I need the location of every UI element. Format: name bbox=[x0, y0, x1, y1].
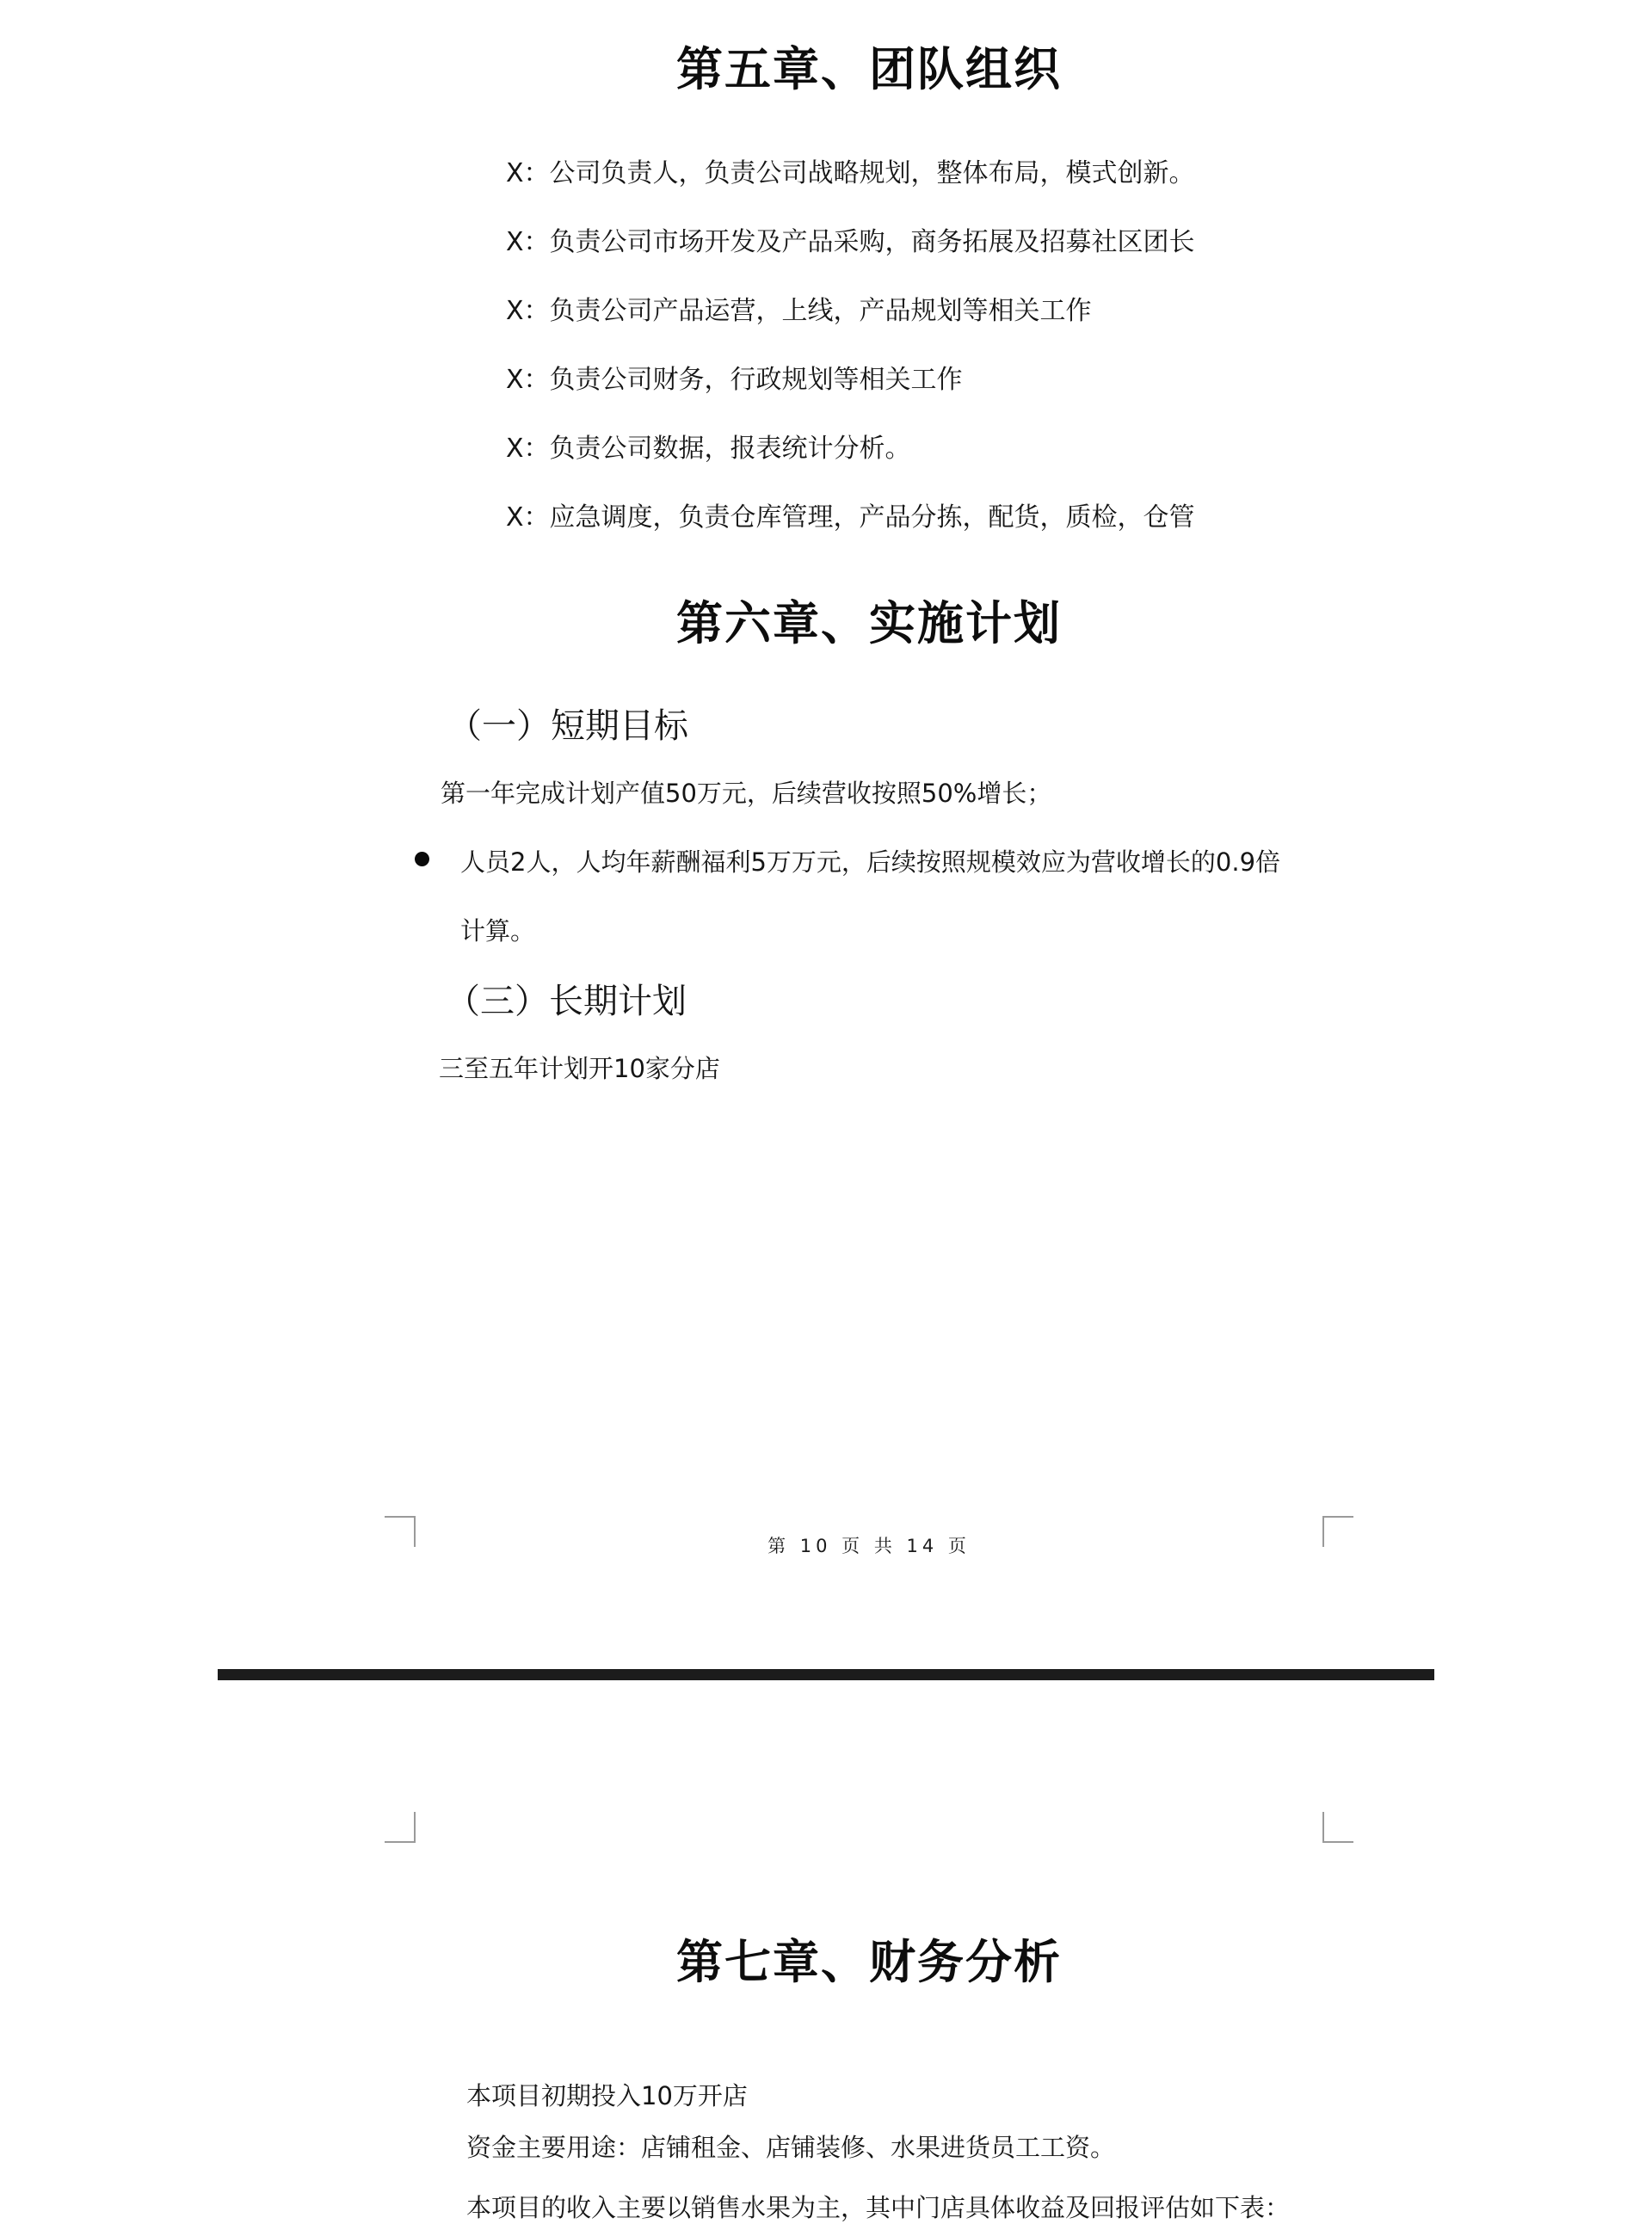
finance-text-line: 本项目的收入主要以销售水果为主，其中门店具体收益及回报评估如下表： bbox=[466, 2193, 1291, 2222]
bullet-text-line2: 计算。 bbox=[460, 916, 536, 946]
team-member-line: X：公司负责人，负责公司战略规划，整体布局，模式创新。 bbox=[506, 158, 1195, 188]
team-member-line: X：负责公司数据，报表统计分析。 bbox=[506, 434, 911, 464]
page-separator bbox=[218, 1669, 1434, 1680]
team-member-line: X：应急调度，负责仓库管理，产品分拣，配货，质检，仓管 bbox=[506, 502, 1195, 533]
long-term-plan-text: 三至五年计划开10家分店 bbox=[439, 1054, 720, 1083]
finance-text-line: 本项目初期投入10万开店 bbox=[466, 2081, 748, 2110]
short-term-heading: （一）短期目标 bbox=[447, 706, 688, 746]
short-term-goal-text: 第一年完成计划产值50万元，后续营收按照50%增长； bbox=[441, 779, 1052, 808]
team-member-line: X：负责公司产品运营，上线，产品规划等相关工作 bbox=[506, 296, 1092, 326]
bullet-text-line1: 人员2人，人均年薪酬福利5万万元，后续按照规模效应为营收增长的0.9倍 bbox=[460, 847, 1281, 877]
page-corner-mark bbox=[385, 1812, 416, 1843]
long-term-heading: （三）长期计划 bbox=[446, 982, 687, 1021]
chapter5-title: 第五章、团队组织 bbox=[676, 42, 1062, 96]
chapter7-title: 第七章、财务分析 bbox=[676, 1935, 1062, 1989]
chapter6-title: 第六章、实施计划 bbox=[676, 596, 1062, 650]
bullet-dot bbox=[415, 852, 429, 866]
team-member-line: X：负责公司市场开发及产品采购，商务拓展及招募社区团长 bbox=[506, 227, 1195, 257]
team-member-line: X：负责公司财务，行政规划等相关工作 bbox=[506, 365, 963, 395]
page-corner-mark bbox=[1322, 1812, 1353, 1843]
page-number-footer: 第 10 页 共 14 页 bbox=[767, 1536, 971, 1556]
finance-text-line: 资金主要用途：店铺租金、店铺装修、水果进货员工工资。 bbox=[466, 2133, 1116, 2162]
